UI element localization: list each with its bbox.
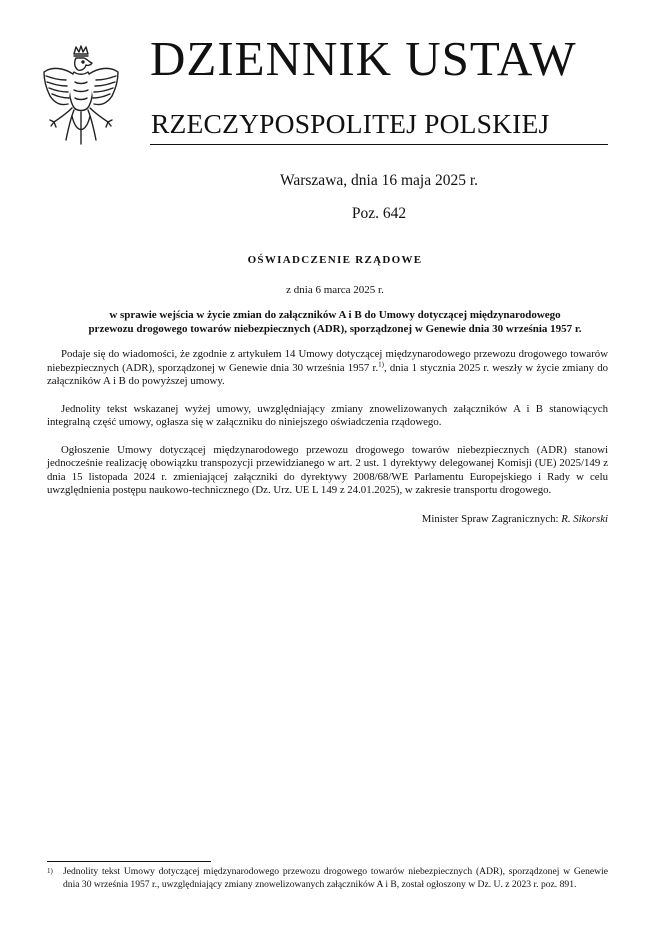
position-number: Poz. 642	[351, 205, 407, 222]
document-date: z dnia 6 marca 2025 r.	[286, 284, 384, 296]
footnote-divider	[47, 861, 211, 862]
document-subject	[62, 308, 608, 336]
publication-date: Warszawa, dnia 16 maja 2025 r.	[279, 172, 479, 189]
document-subject-line: przewozu drogowego towarów niebezpiecznych (ADR), sporządzonej w Genewie dnia 30 września 1957 r.	[88, 323, 582, 335]
masthead-title: DZIENNIK USTAW	[150, 31, 577, 86]
body-paragraph-text: Podaje się do wiadomości, że zgodnie z artykułem 14 Umowy dotyczącej międzynarodowego przewozu drogowego towarów niebezpiecznych (ADR), sporządzonej w Genewie dnia 30 września 1957 r.	[47, 348, 608, 374]
polish-eagle-icon	[38, 44, 124, 156]
signatory-role: Minister Spraw Zagranicznych:	[421, 513, 562, 525]
body-paragraph-text: , dnia 1 stycznia 2025 r. weszły w życie zmiany do załączników A i B do powyższej umowy.	[47, 361, 608, 387]
document-body	[47, 348, 608, 512]
masthead-subtitle: RZECZYPOSPOLITEJ POLSKIEJ	[151, 108, 550, 139]
masthead-divider	[150, 144, 608, 145]
body-paragraph: Jednolity tekst wskazanej wyżej umowy, uwzględniający zmiany znowelizowanych załączników A i B stanowiących integralną część umowy, ogłasza się w załączniku do niniejszego oświadczenia rządowego.	[47, 402, 608, 428]
footnote-text: Jednolity tekst Umowy dotyczącej międzynarodowego przewozu drogowego towarów niebezpiecznych (ADR), sporządzonej w Genewie dnia 30 września 1957 r., uwzględniający zmiany znowelizowanych załączników A i B, został ogłoszony w Dz. U. z 2023 r. poz. 891.	[63, 866, 608, 890]
document-subject-line: w sprawie wejścia w życie zmian do załączników A i B do Umowy dotyczącej międzynarodowego	[109, 309, 561, 321]
footnote-mark: 1)	[47, 867, 53, 875]
footnote-reference[interactable]: 1)	[378, 359, 384, 368]
signatory-name: R. Sikorski	[561, 513, 608, 525]
body-paragraph	[47, 348, 608, 389]
document-type: OŚWIADCZENIE RZĄDOWE	[247, 254, 423, 266]
footnote	[47, 866, 608, 891]
signature	[422, 513, 608, 525]
body-paragraph: Ogłoszenie Umowy dotyczącej międzynarodowego przewozu drogowego towarów niebezpiecznych (ADR) stanowi jednocześnie realizację obowiązku transpozycji przewidzianego w art. 2 ust. 1 dyrektywy delegowanej Komisji (UE) 2025/149 z dnia 15 listopada 2024 r. zmieniającej załączniki do dyrektywy 2008/68/WE Parlamentu Europejskiego i Rady w celu uwzględnienia postępu naukowo-technicznego (Dz. Urz. UE L 149 z 24.01.2025), w zakresie transportu drogowego.	[47, 443, 608, 496]
